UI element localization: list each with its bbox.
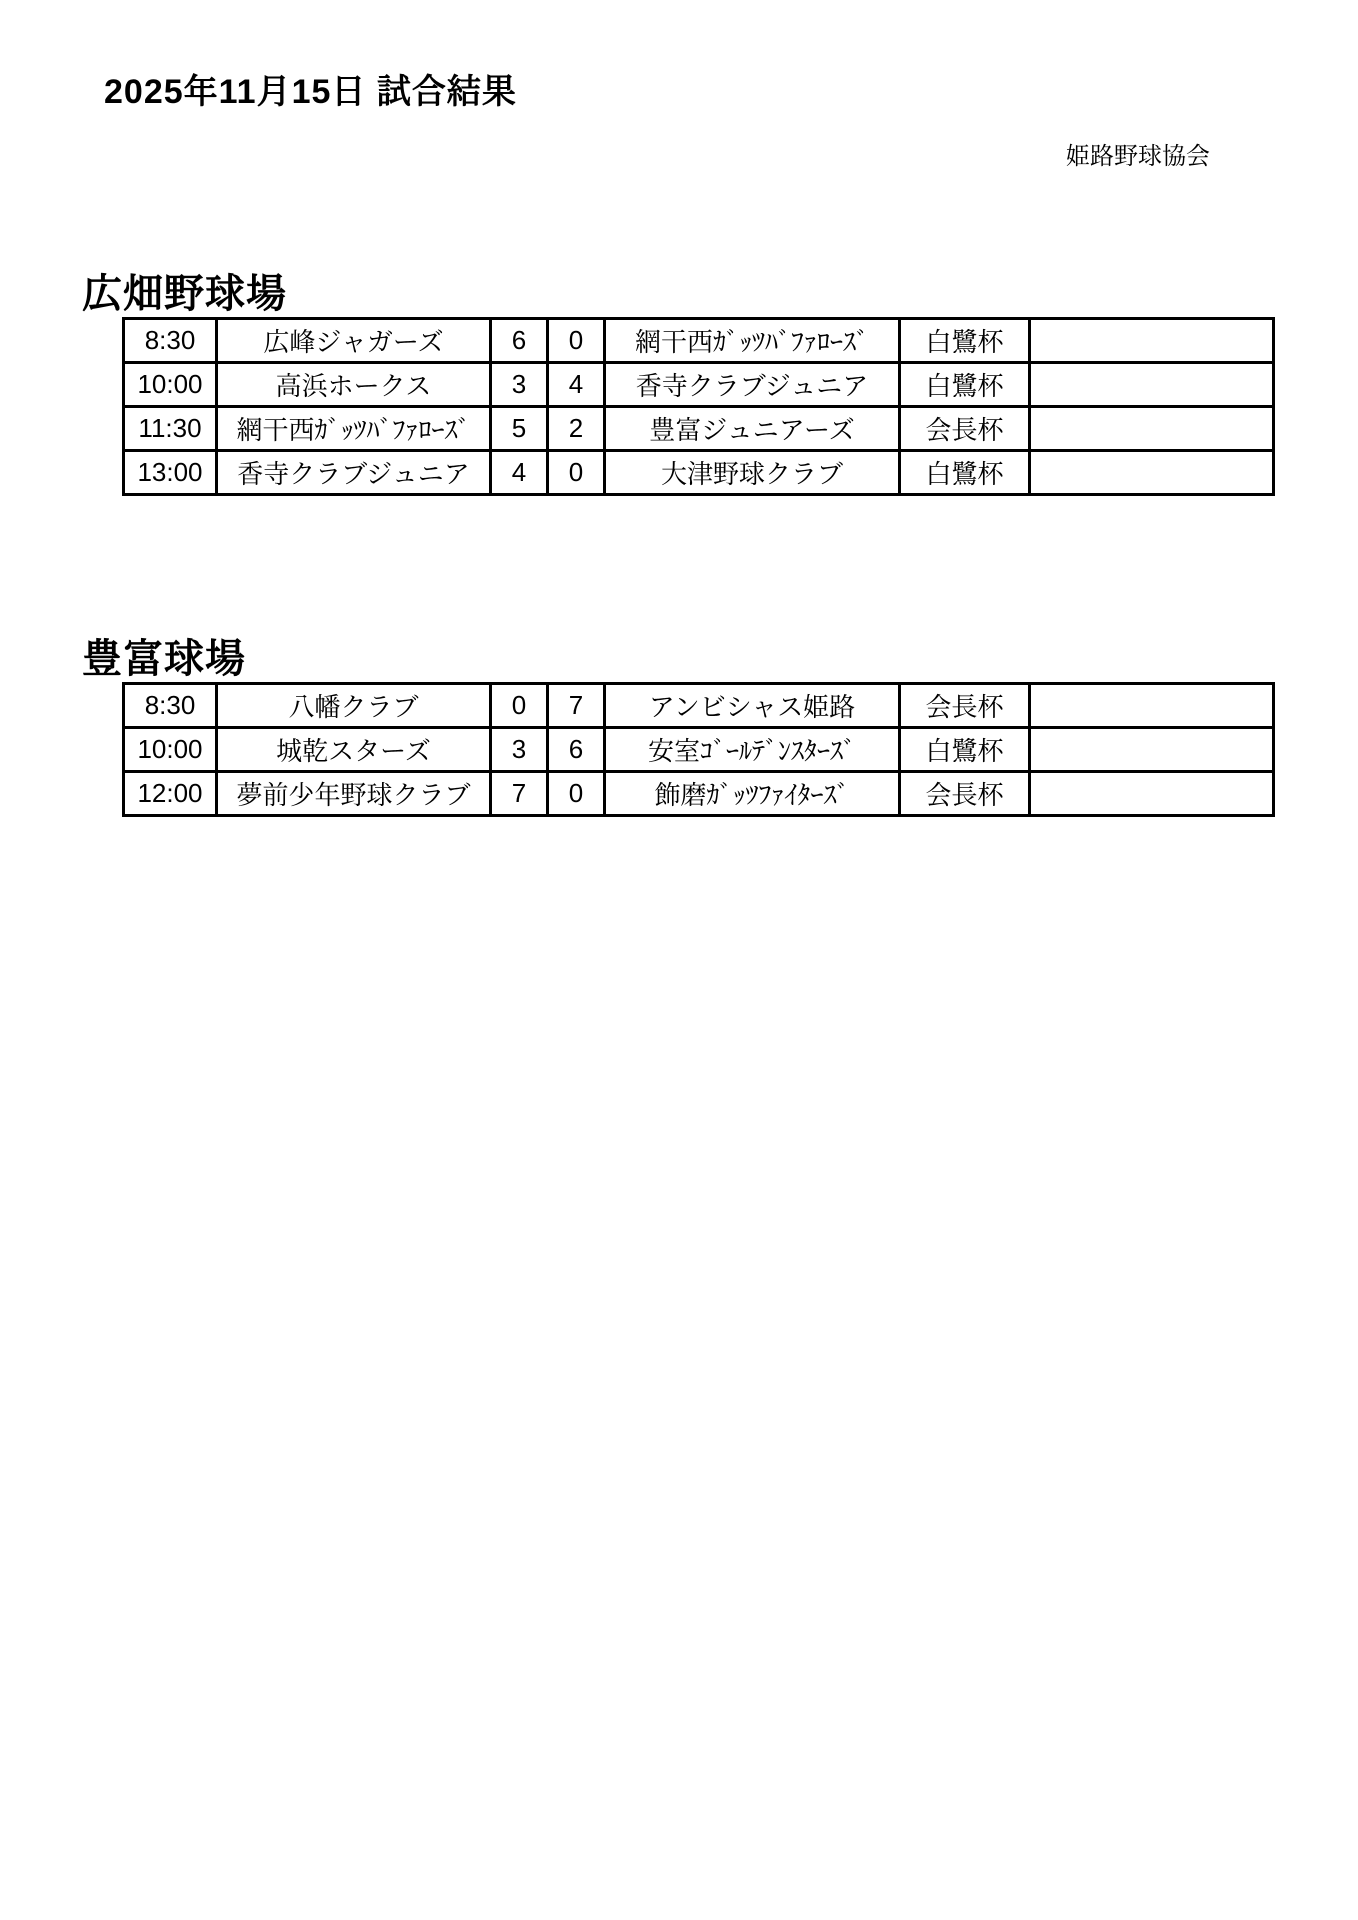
home-score-cell: 3 [491,363,548,407]
notes-cell [1030,363,1274,407]
time-cell: 13:00 [124,451,217,495]
home-team-cell: 香寺クラブジュニア [217,451,491,495]
home-team-cell: 城乾スターズ [217,728,491,772]
away-team-cell: 網干西ｶﾞｯﾂﾊﾞﾌｧﾛｰｽﾞ [605,319,900,363]
time-cell: 10:00 [124,728,217,772]
away-team-cell: 豊富ジュニアーズ [605,407,900,451]
table-row [124,772,1274,816]
home-score-cell: 4 [491,451,548,495]
results-table-toyotomi [122,682,1275,817]
away-team-cell: 大津野球クラブ [605,451,900,495]
away-team-cell: 香寺クラブジュニア [605,363,900,407]
venue-heading-hirohata: 広畑野球場 [82,272,287,316]
table-row [124,319,1274,363]
home-score-cell: 6 [491,319,548,363]
away-score-cell: 0 [548,451,605,495]
table-row [124,407,1274,451]
cup-cell: 白鷺杯 [900,319,1030,363]
notes-cell [1030,772,1274,816]
results-table-hirohata [122,317,1275,496]
home-score-cell: 7 [491,772,548,816]
table-row [124,451,1274,495]
away-score-cell: 0 [548,319,605,363]
cup-cell: 白鷺杯 [900,363,1030,407]
home-team-cell: 夢前少年野球クラブ [217,772,491,816]
page-title: 2025年11月15日 試合結果 [104,73,517,111]
away-team-cell: 安室ｺﾞｰﾙﾃﾞﾝｽﾀｰｽﾞ [605,728,900,772]
table-row [124,684,1274,728]
away-score-cell: 6 [548,728,605,772]
venue-heading-toyotomi: 豊富球場 [82,637,246,681]
time-cell: 11:30 [124,407,217,451]
home-score-cell: 3 [491,728,548,772]
away-score-cell: 4 [548,363,605,407]
time-cell: 10:00 [124,363,217,407]
home-team-cell: 八幡クラブ [217,684,491,728]
notes-cell [1030,684,1274,728]
away-team-cell: 飾磨ｶﾞｯﾂﾌｧｲﾀｰｽﾞ [605,772,900,816]
away-score-cell: 7 [548,684,605,728]
notes-cell [1030,451,1274,495]
home-team-cell: 高浜ホークス [217,363,491,407]
notes-cell [1030,407,1274,451]
home-score-cell: 0 [491,684,548,728]
home-score-cell: 5 [491,407,548,451]
time-cell: 8:30 [124,684,217,728]
table-row [124,728,1274,772]
organization-name: 姫路野球協会 [1066,143,1210,170]
away-score-cell: 2 [548,407,605,451]
cup-cell: 会長杯 [900,684,1030,728]
notes-cell [1030,728,1274,772]
notes-cell [1030,319,1274,363]
away-team-cell: アンビシャス姫路 [605,684,900,728]
away-score-cell: 0 [548,772,605,816]
cup-cell: 白鷺杯 [900,728,1030,772]
home-team-cell: 網干西ｶﾞｯﾂﾊﾞﾌｧﾛｰｽﾞ [217,407,491,451]
cup-cell: 白鷺杯 [900,451,1030,495]
table-row [124,363,1274,407]
time-cell: 8:30 [124,319,217,363]
cup-cell: 会長杯 [900,407,1030,451]
time-cell: 12:00 [124,772,217,816]
cup-cell: 会長杯 [900,772,1030,816]
home-team-cell: 広峰ジャガーズ [217,319,491,363]
